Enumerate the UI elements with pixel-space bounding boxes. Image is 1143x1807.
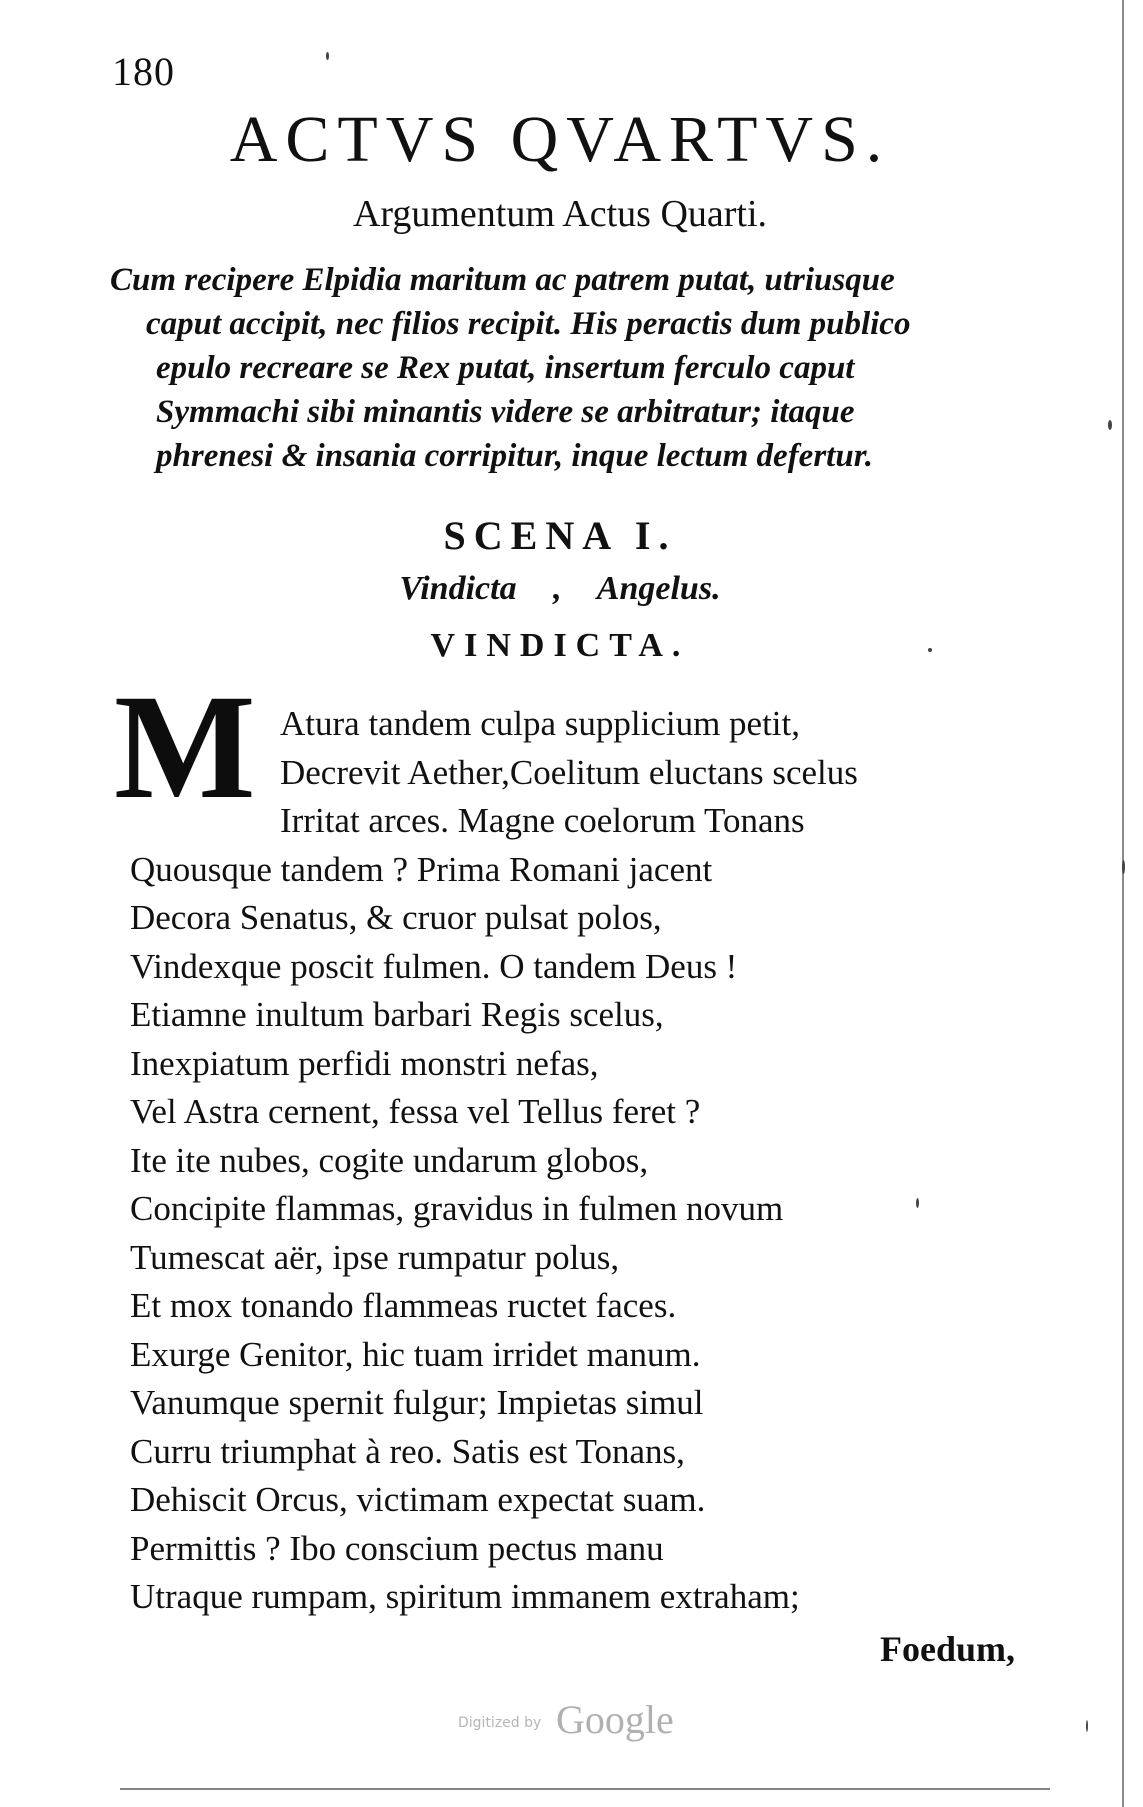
act-title: ACTVS QVARTVS.	[229, 103, 891, 176]
ink-speck	[1122, 860, 1125, 874]
argument-line: epulo recreare se Rex putat, insertum ferculo caput	[156, 350, 855, 386]
argument-line: caput accipit, nec filios recipit. His peractis dum publico	[146, 306, 911, 342]
ink-speck	[928, 648, 932, 652]
verse-line: Irritat arces. Magne coelorum Tonans	[280, 801, 805, 840]
verse-line: Exurge Genitor, hic tuam irridet manum.	[130, 1334, 701, 1374]
page-edge-shadow	[1122, 0, 1124, 1807]
ink-speck	[1108, 420, 1112, 430]
verse-line: Ite ite nubes, cogite undarum globos,	[130, 1140, 649, 1180]
verse-line: Tumescat aër, ipse rumpatur polus,	[130, 1237, 620, 1277]
verse-line: Decora Senatus, & cruor pulsat polos,	[130, 898, 662, 937]
digitized-by-label: Digitized by	[458, 1715, 542, 1731]
page-bottom-rule	[120, 1788, 1050, 1790]
verse-line: Inexpiatum perfidi monstri nefas,	[130, 1043, 599, 1083]
verse-line: Dehiscit Orcus, victimam expectat suam.	[130, 1480, 706, 1519]
verse-line: Decrevit Aether,Coelitum eluctans scelus	[280, 752, 858, 792]
argument-line: Cum recipere Elpidia maritum ac patrem putat, utriusque	[110, 262, 895, 298]
verse-line: Concipite flammas, gravidus in fulmen novum	[130, 1189, 784, 1228]
ink-speck	[916, 1198, 919, 1208]
ink-speck	[326, 52, 329, 60]
verse-line: Atura tandem culpa supplicium petit,	[280, 704, 801, 743]
verse-line: Permittis ? Ibo conscium pectus manu	[130, 1528, 664, 1568]
scene-heading: SCENA I.	[443, 513, 677, 558]
verse-line: Et mox tonando flammeas ructet faces.	[130, 1286, 677, 1325]
verse-line: Vanumque spernit fulgur; Impietas simul	[130, 1383, 704, 1422]
drop-cap: M	[114, 664, 256, 830]
argument-paragraph	[110, 258, 1030, 478]
argument-line: phrenesi & insania corripitur, inque lectum defertur.	[156, 438, 873, 474]
google-watermark: Google	[556, 1697, 674, 1742]
argument-title: Argumentum Actus Quarti.	[352, 193, 768, 235]
argument-line: Symmachi sibi minantis videre se arbitratur; itaque	[156, 394, 855, 430]
ink-speck	[1086, 1720, 1088, 1732]
verse-line: Curru triumphat à reo. Satis est Tonans,	[130, 1431, 685, 1471]
verse-line: Vindexque poscit fulmen. O tandem Deus !	[130, 946, 738, 986]
speaker-name: VINDICTA.	[430, 627, 690, 664]
verse-line: Etiamne inultum barbari Regis scelus,	[130, 995, 664, 1034]
dramatis-personae: Vindicta , Angelus.	[399, 570, 721, 607]
verse-block	[130, 700, 1050, 1622]
page-number: 180	[112, 49, 175, 94]
verse-line: Utraque rumpam, spiritum immanem extraham;	[130, 1577, 800, 1616]
verse-line: Vel Astra cernent, fessa vel Tellus feret ?	[130, 1092, 701, 1131]
catchword: Foedum,	[880, 1629, 1015, 1669]
verse-line: Quousque tandem ? Prima Romani jacent	[130, 849, 713, 889]
